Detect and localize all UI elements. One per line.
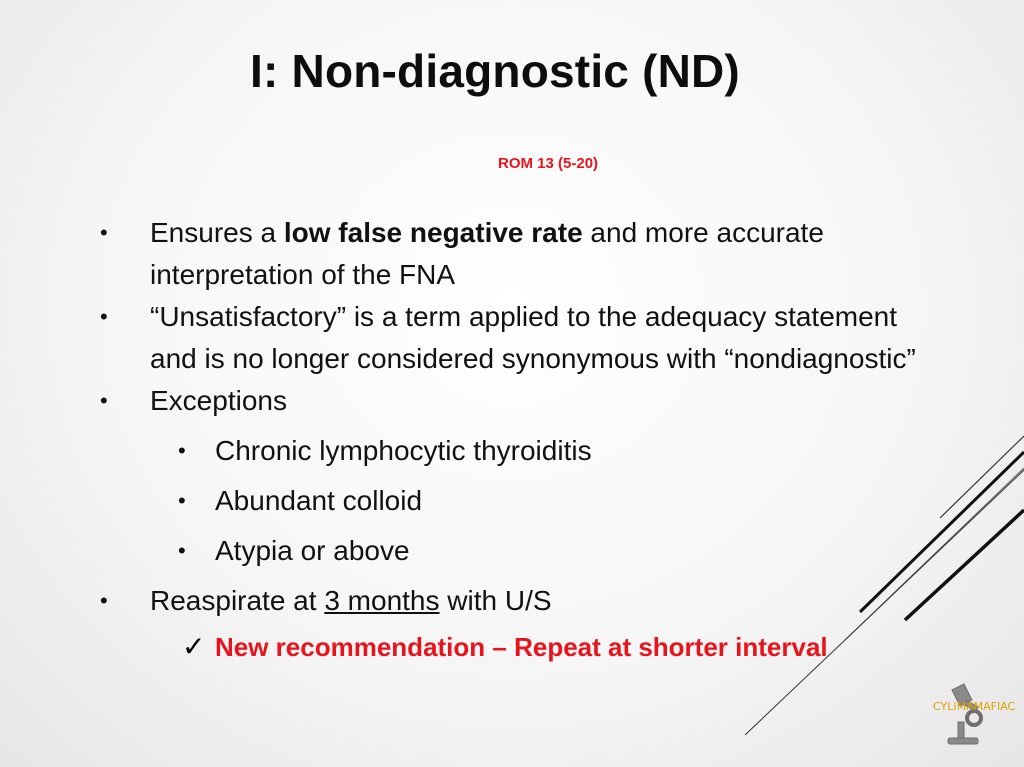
bullet-text: Exceptions <box>150 385 287 416</box>
sub-bullet-text: Chronic lymphocytic thyroiditis <box>215 435 592 466</box>
microscope-icon <box>930 680 1020 750</box>
sub-bullet-item <box>100 430 940 472</box>
logo-text: CYLIMAMAFIAC <box>933 700 1016 713</box>
bullet-text: “Unsatisfactory” is a term applied to the adequacy statement and is no longer considered synonymous with “nondiagnostic” <box>150 301 916 374</box>
rom-subtitle: ROM 13 (5-20) <box>498 155 599 172</box>
sub-bullet-text: Abundant colloid <box>215 485 423 516</box>
checkmark-icon: ✓ <box>182 631 206 662</box>
bullet-dot: • <box>100 220 108 245</box>
bullet-dot: • <box>100 588 108 613</box>
bullet-dot: • <box>178 438 186 463</box>
recommendation-text: New recommendation – Repeat at shorter interval <box>215 632 828 662</box>
sub-bullet-text: Atypia or above <box>215 535 410 566</box>
bullet-text-pre: Reaspirate at <box>150 585 325 616</box>
page-title: I: Non-diagnostic (ND) <box>250 45 740 97</box>
bullet-item <box>100 296 940 380</box>
bullet-text-bold: low false negative rate <box>283 217 583 248</box>
bullet-text-post: and more accurate interpretation of the FNA <box>150 217 824 290</box>
bullet-text-post: with U/S <box>439 585 552 616</box>
bullet-item <box>100 380 940 422</box>
bullet-text-underlined: 3 months <box>324 585 440 616</box>
sub-bullet-item <box>100 530 940 572</box>
bullet-item <box>100 580 940 622</box>
recommendation-item <box>100 626 940 668</box>
bullet-list <box>100 212 940 668</box>
bullet-text-pre: Ensures a <box>150 217 284 248</box>
sub-bullet-item <box>100 480 940 522</box>
bullet-item <box>100 212 940 296</box>
bullet-dot: • <box>178 538 186 563</box>
bullet-dot: • <box>178 488 186 513</box>
bullet-dot: • <box>100 388 108 413</box>
bullet-dot: • <box>100 304 108 329</box>
